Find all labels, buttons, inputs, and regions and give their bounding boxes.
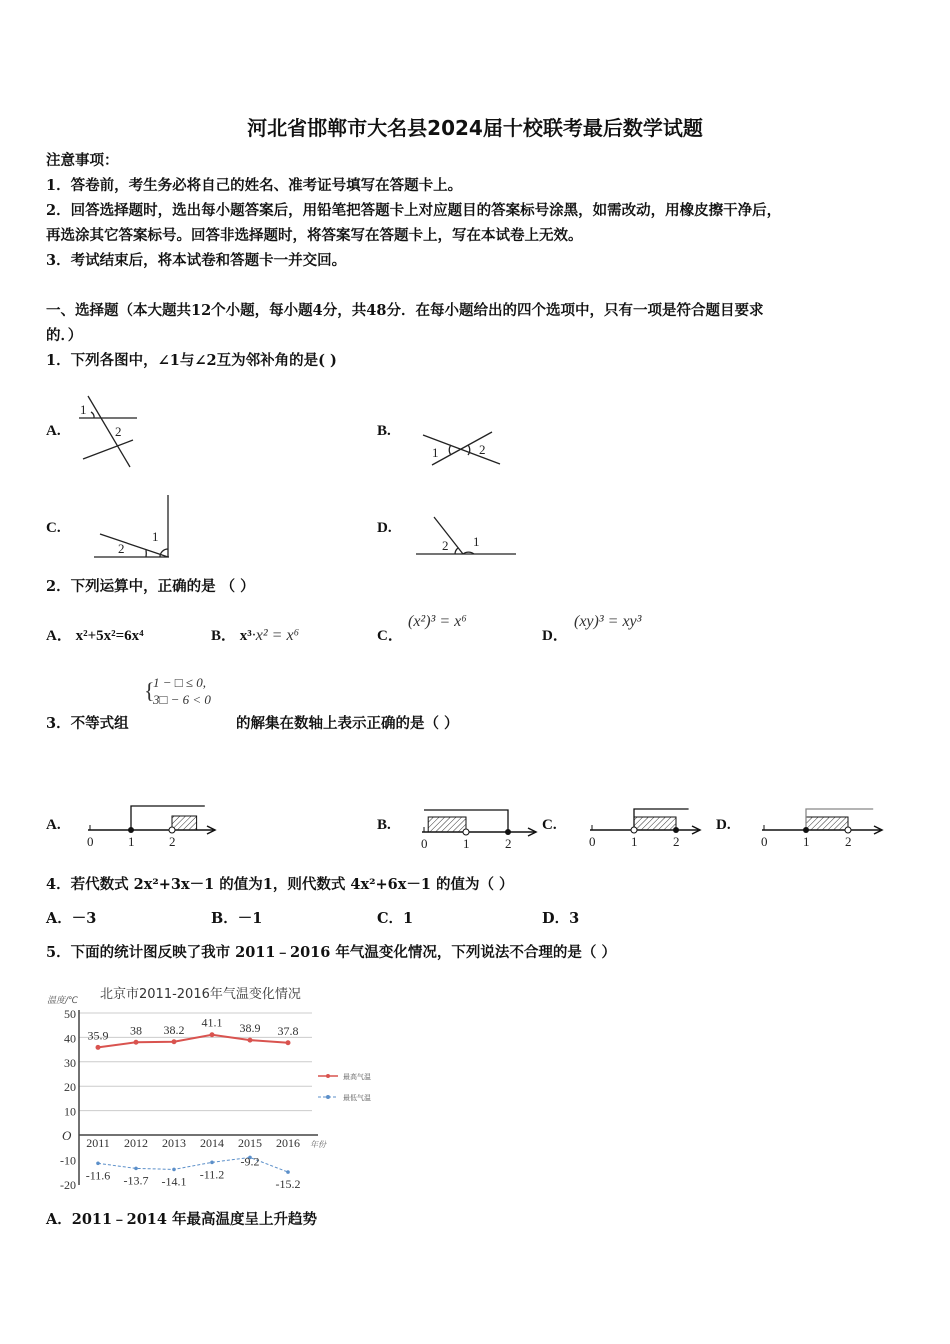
x-tick-label: 2013 <box>162 1136 186 1150</box>
data-point <box>172 1168 176 1172</box>
q2-option-d-label: D． <box>542 628 568 644</box>
angle-label-2: 2 <box>442 538 449 553</box>
data-label: -15.2 <box>275 1177 301 1192</box>
angle-label-2: 2 <box>479 442 486 457</box>
option-a-expression: x²+5x²=6x⁴ <box>75 628 144 644</box>
tick-label: 1 <box>631 834 638 849</box>
x-tick-label: 2016 <box>276 1136 300 1150</box>
x-tick-label: 2015 <box>238 1136 262 1150</box>
note-item: 3．考试结束后，将本试卷和答题卡一并交回。 <box>46 252 347 269</box>
data-point <box>134 1040 139 1045</box>
angle-label-2: 2 <box>118 541 125 556</box>
notes-heading: 注意事项： <box>46 152 119 169</box>
data-label: -14.1 <box>161 1174 187 1189</box>
q2-option-d-expression: (xy)³ = xy³ <box>574 613 642 630</box>
legend-label: 最高气温 <box>343 1073 371 1081</box>
legend-label: 最低气温 <box>343 1094 371 1102</box>
section-heading-cont: 的．） <box>46 327 83 344</box>
data-label: 38.2 <box>163 1022 185 1037</box>
data-point <box>248 1038 253 1043</box>
data-point <box>286 1040 291 1045</box>
y-tick-label: 10 <box>64 1104 76 1119</box>
y-tick-label: 20 <box>64 1080 76 1095</box>
data-label: 37.8 <box>277 1023 299 1038</box>
q1-stem: 1．下列各图中，∠1与∠2互为邻补角的是( ) <box>46 352 337 369</box>
y-tick-label: 50 <box>64 1007 76 1021</box>
q3-stem-left: 3．不等式组 <box>46 715 129 732</box>
data-point <box>134 1167 138 1171</box>
option-label: A． <box>46 628 72 644</box>
note-item: 再选涂其它答案标号。回答非选择题时，将答案写在答题卡上，写在本试卷上无效。 <box>46 227 583 244</box>
tick-label: 1 <box>803 834 810 849</box>
q1-option-b-label: B. <box>377 423 391 439</box>
series-line <box>98 1035 288 1048</box>
q2-option-c-expression: (x²)³ = x⁶ <box>408 613 467 630</box>
q4-option-c: C．1 <box>377 910 414 927</box>
q1-option-d-label: D. <box>377 520 392 536</box>
tick-label: 0 <box>421 836 428 851</box>
y-axis-label: 温度/℃ <box>47 996 79 1006</box>
data-label: -9.2 <box>240 1154 260 1169</box>
note-item: 2．回答选择题时，选出每小题答案后，用铅笔把答题卡上对应题目的答案标号涂黑，如需改动，用橡皮擦干净后， <box>46 202 782 219</box>
tick-label: 0 <box>87 834 94 849</box>
q4-option-d: D．3 <box>542 910 580 927</box>
q1-option-a-label: A. <box>46 423 61 439</box>
tick-label: 1 <box>463 836 470 851</box>
data-label: -13.7 <box>123 1173 149 1188</box>
q3-option-c-label: C. <box>542 817 557 833</box>
tick-label: 1 <box>128 834 135 849</box>
data-label: -11.2 <box>199 1167 225 1182</box>
data-label: -11.6 <box>85 1168 111 1183</box>
data-point <box>172 1039 177 1044</box>
y-tick-label: -10 <box>60 1153 76 1168</box>
series-line <box>98 1157 288 1172</box>
x-tick-label: 2011 <box>86 1136 110 1150</box>
option-b-expression: ·x² = x⁶ <box>251 627 300 644</box>
q2-option-c-label: C． <box>377 628 403 644</box>
x-tick-label: 2014 <box>200 1136 224 1150</box>
data-label: 35.9 <box>87 1028 109 1043</box>
data-label: 38 <box>130 1023 142 1038</box>
inequality-2: 3□ − 6 < 0 <box>153 692 211 707</box>
data-point <box>96 1162 100 1166</box>
data-point <box>96 1045 101 1050</box>
tick-label: 2 <box>845 834 852 849</box>
tick-label: 2 <box>673 834 680 849</box>
legend-marker <box>326 1095 330 1099</box>
system-brace: { <box>144 678 155 703</box>
y-tick-label: 40 <box>64 1031 76 1046</box>
q1-option-c-label: C. <box>46 520 61 536</box>
q3-stem-right: 的解集在数轴上表示正确的是（ ） <box>236 715 459 732</box>
angle-label-1: 1 <box>80 402 87 417</box>
tick-label: 2 <box>169 834 176 849</box>
q2-stem: 2．下列运算中，正确的是 （ ） <box>46 578 255 595</box>
data-label: 38.9 <box>239 1021 261 1036</box>
y-tick-label: -20 <box>60 1177 76 1192</box>
x-tick-label: 2012 <box>124 1136 148 1150</box>
note-item: 1．答卷前，考生务必将自己的姓名、准考证号填写在答题卡上。 <box>46 177 463 194</box>
q3-option-d-label: D. <box>716 817 731 833</box>
legend-marker <box>326 1074 330 1078</box>
q4-option-b: B．－1 <box>211 910 263 927</box>
page-title: 河北省邯郸市大名县2024届十校联考最后数学试题 <box>247 116 703 140</box>
inequality-1: 1 − □ ≤ 0, <box>153 675 207 690</box>
angle-label-2: 2 <box>115 424 122 439</box>
q3-option-a-label: A. <box>46 817 61 833</box>
chart-title: 北京市2011-2016年气温变化情况 <box>100 987 301 1002</box>
data-point <box>286 1170 290 1174</box>
angle-label-1: 1 <box>473 534 480 549</box>
section-heading: 一、选择题（本大题共12个小题，每小题4分，共48分．在每小题给出的四个选项中，只有一项是符合题目要求 <box>46 302 764 319</box>
q4-stem: 4．若代数式 2x²+3x－1 的值为1，则代数式 4x²+6x－1 的值为（ ） <box>46 876 514 893</box>
q4-option-a: A．－3 <box>46 910 97 927</box>
tick-label: 2 <box>505 836 512 851</box>
data-label: 41.1 <box>201 1015 223 1030</box>
tick-label: 0 <box>761 834 768 849</box>
data-point <box>210 1161 214 1165</box>
x-axis-label: 年份 <box>310 1140 326 1149</box>
angle-label-1: 1 <box>152 529 159 544</box>
option-b-prefix: x³ <box>239 628 252 644</box>
origin-label: O <box>62 1128 72 1143</box>
q5-stem: 5．下面的统计图反映了我市 2011﹣2016 年气温变化情况，下列说法不合理的是（ ） <box>46 944 616 961</box>
data-point <box>210 1032 215 1037</box>
y-tick-label: 30 <box>64 1055 76 1070</box>
angle-label-1: 1 <box>432 445 439 460</box>
tick-label: 0 <box>589 834 596 849</box>
option-label: B． <box>211 628 237 644</box>
q5-option-a: A．2011﹣2014 年最高温度呈上升趋势 <box>46 1211 318 1228</box>
q3-option-b-label: B. <box>377 817 391 833</box>
